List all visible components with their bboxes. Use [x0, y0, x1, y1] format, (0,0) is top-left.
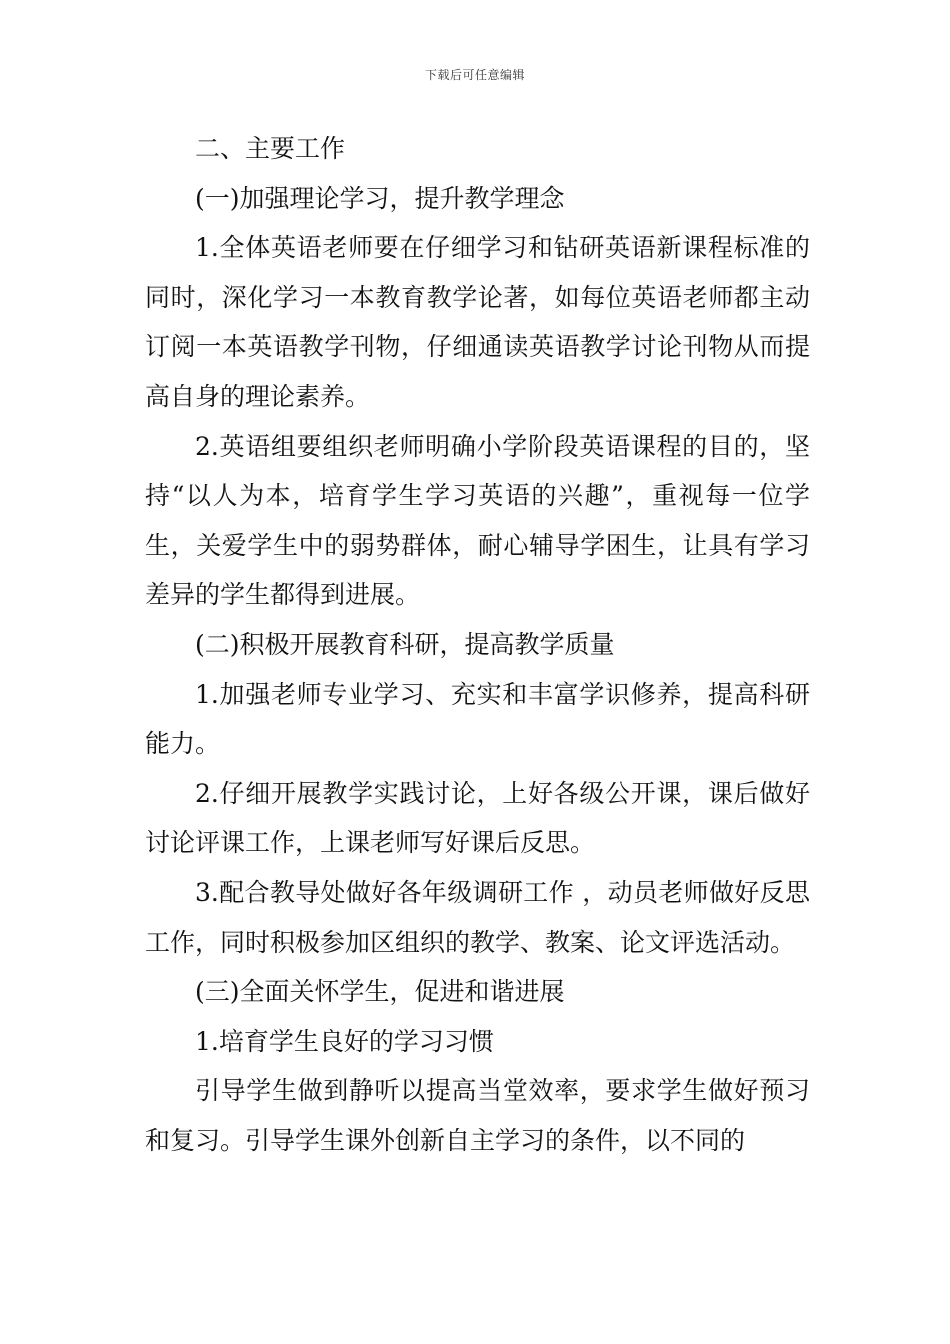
document-body — [145, 124, 810, 1165]
paragraph: 2.仔细开展教学实践讨论，上好各级公开课，课后做好讨论评课工作，上课老师写好课后反思。 — [145, 778, 810, 858]
paragraph: 1.加强老师专业学习、充实和丰富学识修养，提高科研能力。 — [145, 679, 810, 759]
subsection-heading: (一)加强理论学习，提升教学理念 — [195, 183, 565, 213]
paragraph: 3.配合教导处做好各年级调研工作 ，动员老师做好反思工作，同时积极参加区组织的教学、教案、论文评选活动。 — [145, 877, 810, 957]
subsection-heading: (三)全面关怀学生，促进和谐进展 — [195, 977, 565, 1007]
paragraph: 2.英语组要组织老师明确小学阶段英语课程的目的，坚持“以人为本，培育学生学习英语的兴趣”，重视每一位学生，关爱学生中的弱势群体，耐心辅导学困生，让具有学习差异的学生都得到进展。 — [145, 431, 810, 610]
subsection-heading: (二)积极开展教育科研，提高教学质量 — [195, 629, 615, 659]
page-header-note: 下载后可任意编辑 — [424, 68, 525, 82]
section-heading: 二、主要工作 — [195, 134, 346, 163]
paragraph: 引导学生做到静听以提高当堂效率，要求学生做好预习和复习。引导学生课外创新自主学习的条件，以不同的 — [145, 1076, 810, 1155]
paragraph: 1.全体英语老师要在仔细学习和钻研英语新课程标准的同时，深化学习一本教育教学论著，如每位英语老师都主动订阅一本英语教学刊物，仔细通读英语教学讨论刊物从而提高自身的理论素养。 — [145, 233, 810, 411]
item-heading: 1.培育学生良好的学习习惯 — [195, 1026, 494, 1056]
